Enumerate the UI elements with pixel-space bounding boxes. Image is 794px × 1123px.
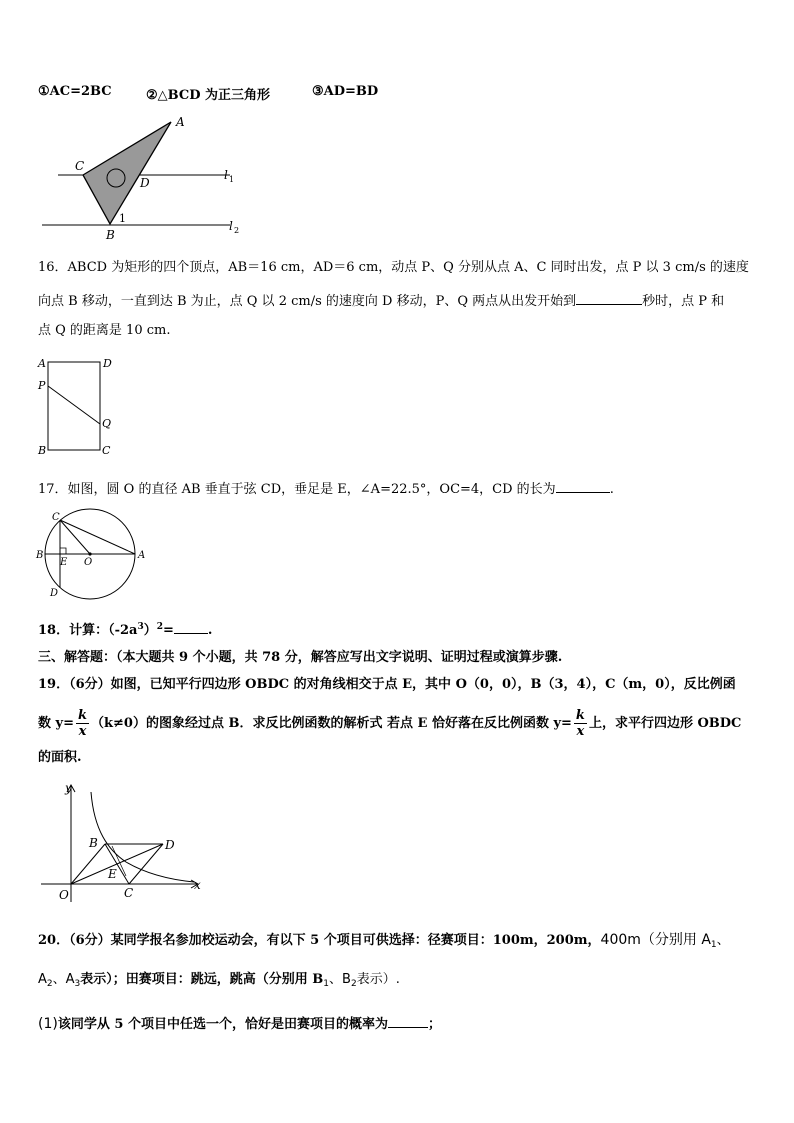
section-heading: 三、解答题：（本大题共 9 个小题，共 78 分，解答应写出文字说明、证明过程或演算步骤.: [38, 650, 563, 665]
q20-part-1: [38, 1014, 441, 1033]
label-y: y: [65, 781, 72, 795]
part-1-end: ；: [427, 1017, 441, 1032]
q20-e: 表示）.: [356, 972, 400, 987]
label-o: O: [84, 557, 93, 568]
q18-prefix: 18．计算：（-2a: [38, 623, 138, 638]
q20-sub-b2: 2: [350, 979, 357, 989]
label-b: B: [89, 836, 98, 850]
q20-sub-a1: 1: [710, 940, 717, 950]
q17-figure: [34, 508, 152, 606]
q17-line: [38, 479, 614, 498]
q19-text-c: 上，求平行四边形 OBDC: [588, 716, 742, 731]
label-l1: l: [224, 168, 228, 182]
label-l1-sub: 1: [229, 175, 235, 184]
answer-blank-17[interactable]: [556, 479, 610, 493]
q18-end: .: [207, 623, 213, 638]
label-d: D: [165, 838, 175, 852]
label-a: A: [138, 550, 146, 561]
label-l2-sub: 2: [234, 226, 240, 235]
label-b: B: [36, 550, 44, 561]
q16-line-1: 16．ABCD 为矩形的四个顶点，AB＝16 cm，AD＝6 cm，动点 P、Q 分别从点 A、C 同时出发，点 P 以 3 cm/s 的速度: [38, 260, 749, 275]
q18-eq: =: [163, 623, 174, 638]
q19-figure: [38, 780, 208, 906]
label-e: E: [60, 557, 68, 568]
label-p: P: [38, 379, 46, 392]
q17-text: 17．如图，圆 O 的直径 AB 垂直于弦 CD，垂足是 E，∠A=22.5°，OC=4，CD 的长为: [38, 482, 556, 497]
q19-text-b: （k≠0）的图象经过点 B．求反比例函数的解析式 若点 E 恰好落在反比例函数 y=: [91, 716, 572, 731]
label-c: C: [102, 444, 111, 457]
frac-denominator: x: [78, 724, 87, 739]
q18-suffix: ）: [143, 623, 157, 638]
q20-text-b: 400m（分别用 A: [600, 932, 711, 948]
option-2: ②△BCD 为正三角形: [146, 88, 271, 103]
q16-line-2: [38, 291, 724, 310]
option-3: ③AD=BD: [312, 84, 379, 99]
option-1: ①AC=2BC: [38, 84, 112, 99]
q20-text-c: 、: [716, 933, 730, 948]
fraction-k-over-x: [76, 708, 89, 739]
frac-numerator: k: [77, 708, 87, 723]
q19-line-2: [38, 706, 741, 742]
q20-text-a: 20．（6分）某同学报名参加校运动会，有以下 5 个项目可供选择：径赛项目：100m，200m，: [38, 933, 601, 948]
label-a: A: [38, 357, 46, 370]
q16-line-2-tail: 秒时，点 P 和: [642, 294, 725, 309]
label-c: C: [75, 159, 85, 173]
answer-blank-20-1[interactable]: [388, 1014, 428, 1028]
q19-line-1: 19．（6分）如图，已知平行四边形 OBDC 的对角线相交于点 E，其中 O（0，0），B（3，4），C（m，0），反比例函: [38, 677, 736, 692]
q20-c: 表示）；田赛项目：跳远，跳高（分别用 B: [80, 972, 324, 987]
part-number: (1): [38, 1016, 58, 1032]
label-e: E: [108, 867, 117, 881]
label-d: D: [103, 357, 112, 370]
q20-sub-a2: 2: [46, 979, 53, 989]
q20-a: A: [38, 972, 47, 987]
label-x: x: [194, 878, 201, 892]
part-1-text: 该同学从 5 个项目中任选一个，恰好是田赛项目的概率为: [57, 1017, 388, 1032]
q20-sub-b1: 1: [323, 979, 330, 989]
q18-line: [38, 619, 212, 639]
q19-line-3: 的面积.: [38, 750, 82, 765]
q17-end: .: [609, 482, 614, 497]
frac-numerator: k: [575, 708, 585, 723]
label-d: D: [140, 176, 150, 190]
answer-blank-16[interactable]: [576, 291, 642, 305]
label-b: B: [106, 228, 115, 242]
q16-line-2-text: 向点 B 移动，一直到达 B 为止，点 Q 以 2 cm/s 的速度向 D 移动，P、Q 两点从出发开始到: [38, 294, 577, 309]
q20-b: 、A: [52, 972, 75, 987]
q16-figure: [34, 354, 120, 460]
fraction-k-over-x: [574, 708, 587, 739]
q18-exp: 3: [137, 622, 144, 632]
q16-line-3: 点 Q 的距离是 10 cm.: [38, 323, 171, 338]
label-l2: l: [229, 219, 233, 233]
q20-line-1: [38, 932, 730, 953]
frac-denominator: x: [576, 724, 585, 739]
label-c: C: [124, 886, 134, 900]
label-a: A: [176, 115, 185, 129]
answer-blank-18[interactable]: [174, 620, 208, 634]
q20-sub-a3: 3: [74, 979, 81, 989]
label-c: C: [52, 512, 60, 523]
label-d: D: [50, 588, 59, 599]
q15-figure: [38, 112, 248, 244]
q20-line-2: [38, 972, 400, 992]
label-angle-1: 1: [119, 212, 126, 225]
q20-d: 、B: [329, 972, 351, 987]
label-q: Q: [102, 417, 112, 430]
q19-text-a: 数 y=: [38, 716, 74, 731]
q18-exp2: 2: [156, 622, 164, 632]
label-o: O: [59, 888, 69, 902]
label-b: B: [38, 444, 47, 457]
